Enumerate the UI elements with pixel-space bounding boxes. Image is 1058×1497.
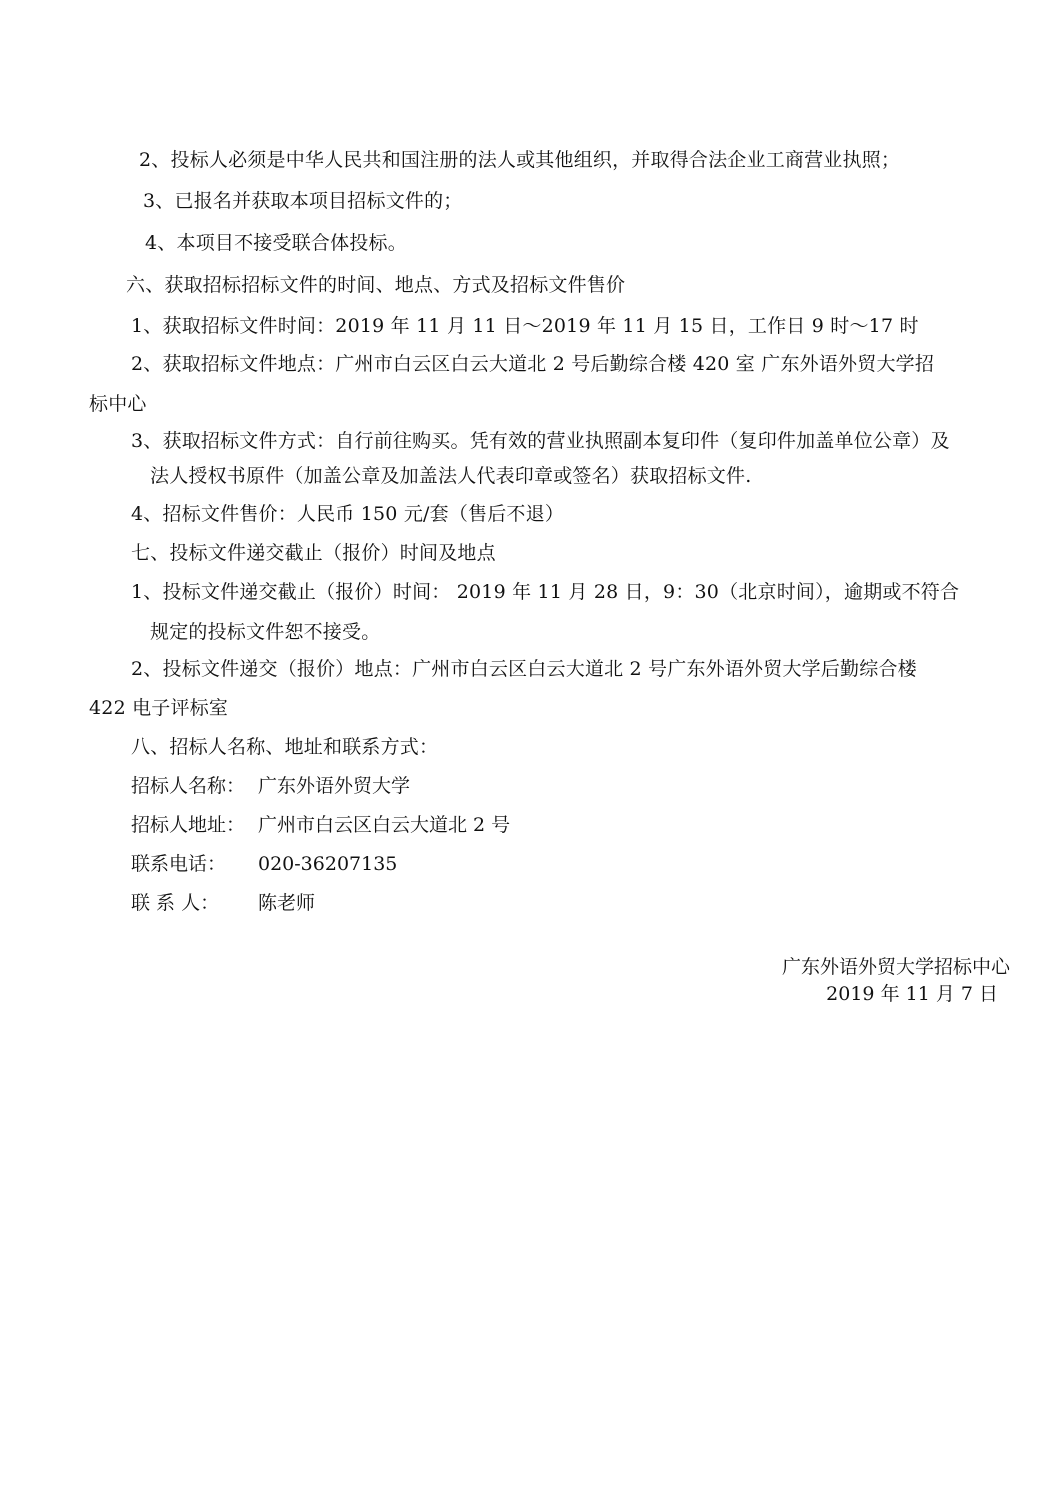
section-6-item-2-line-2: 标中心 (89, 393, 147, 415)
section-7-item-2-line-2: 422 电子评标室 (89, 697, 229, 719)
section-7-item-1-line-2: 规定的投标文件恕不接受。 (150, 621, 381, 643)
section-6-item-4: 4、招标文件售价：人民币 150 元/套（售后不退） (131, 503, 565, 525)
section-8-heading: 八、招标人名称、地址和联系方式： (131, 736, 439, 758)
tenderer-address-label: 招标人地址： (131, 814, 246, 836)
section-7-item-1-line-1: 1、投标文件递交截止（报价）时间： 2019 年 11 月 28 日，9：30（北京时间），逾期或不符合 (131, 581, 960, 603)
tenderer-name-label: 招标人名称： (131, 775, 246, 797)
contact-phone-label: 联系电话： (131, 853, 227, 875)
requirement-item-2: 2、投标人必须是中华人民共和国注册的法人或其他组织，并取得合法企业工商营业执照； (139, 149, 901, 171)
section-7-item-2-line-1: 2、投标文件递交（报价）地点：广州市白云区白云大道北 2 号广东外语外贸大学后勤综合楼 (131, 658, 917, 680)
contact-phone-value: 020-36207135 (258, 853, 398, 875)
section-6-item-1: 1、获取招标文件时间：2019 年 11 月 11 日～2019 年 11 月 15 日，工作日 9 时～17 时 (131, 315, 919, 337)
section-6-item-3-line-1: 3、获取招标文件方式：自行前往购买。凭有效的营业执照副本复印件（复印件加盖单位公章）及 (131, 430, 950, 452)
section-6-item-3-line-2: 法人授权书原件（加盖公章及加盖法人代表印章或签名）获取招标文件. (150, 465, 752, 487)
requirement-item-4: 4、本项目不接受联合体投标。 (145, 232, 407, 254)
tenderer-address-value: 广州市白云区白云大道北 2 号 (258, 814, 511, 836)
tenderer-name-value: 广东外语外贸大学 (258, 775, 411, 797)
signature-date: 2019 年 11 月 7 日 (826, 983, 998, 1005)
section-6-heading: 六、获取招标招标文件的时间、地点、方式及招标文件售价 (126, 274, 626, 296)
section-7-heading: 七、投标文件递交截止（报价）时间及地点 (131, 542, 496, 564)
contact-person-value: 陈老师 (258, 892, 316, 914)
contact-person-label: 联 系 人： (131, 892, 220, 914)
section-6-item-2-line-1: 2、获取招标文件地点：广州市白云区白云大道北 2 号后勤综合楼 420 室 广东外语外贸大学招 (131, 353, 935, 375)
requirement-item-3: 3、已报名并获取本项目招标文件的； (143, 190, 463, 212)
signature-organization: 广东外语外贸大学招标中心 (781, 956, 1010, 978)
